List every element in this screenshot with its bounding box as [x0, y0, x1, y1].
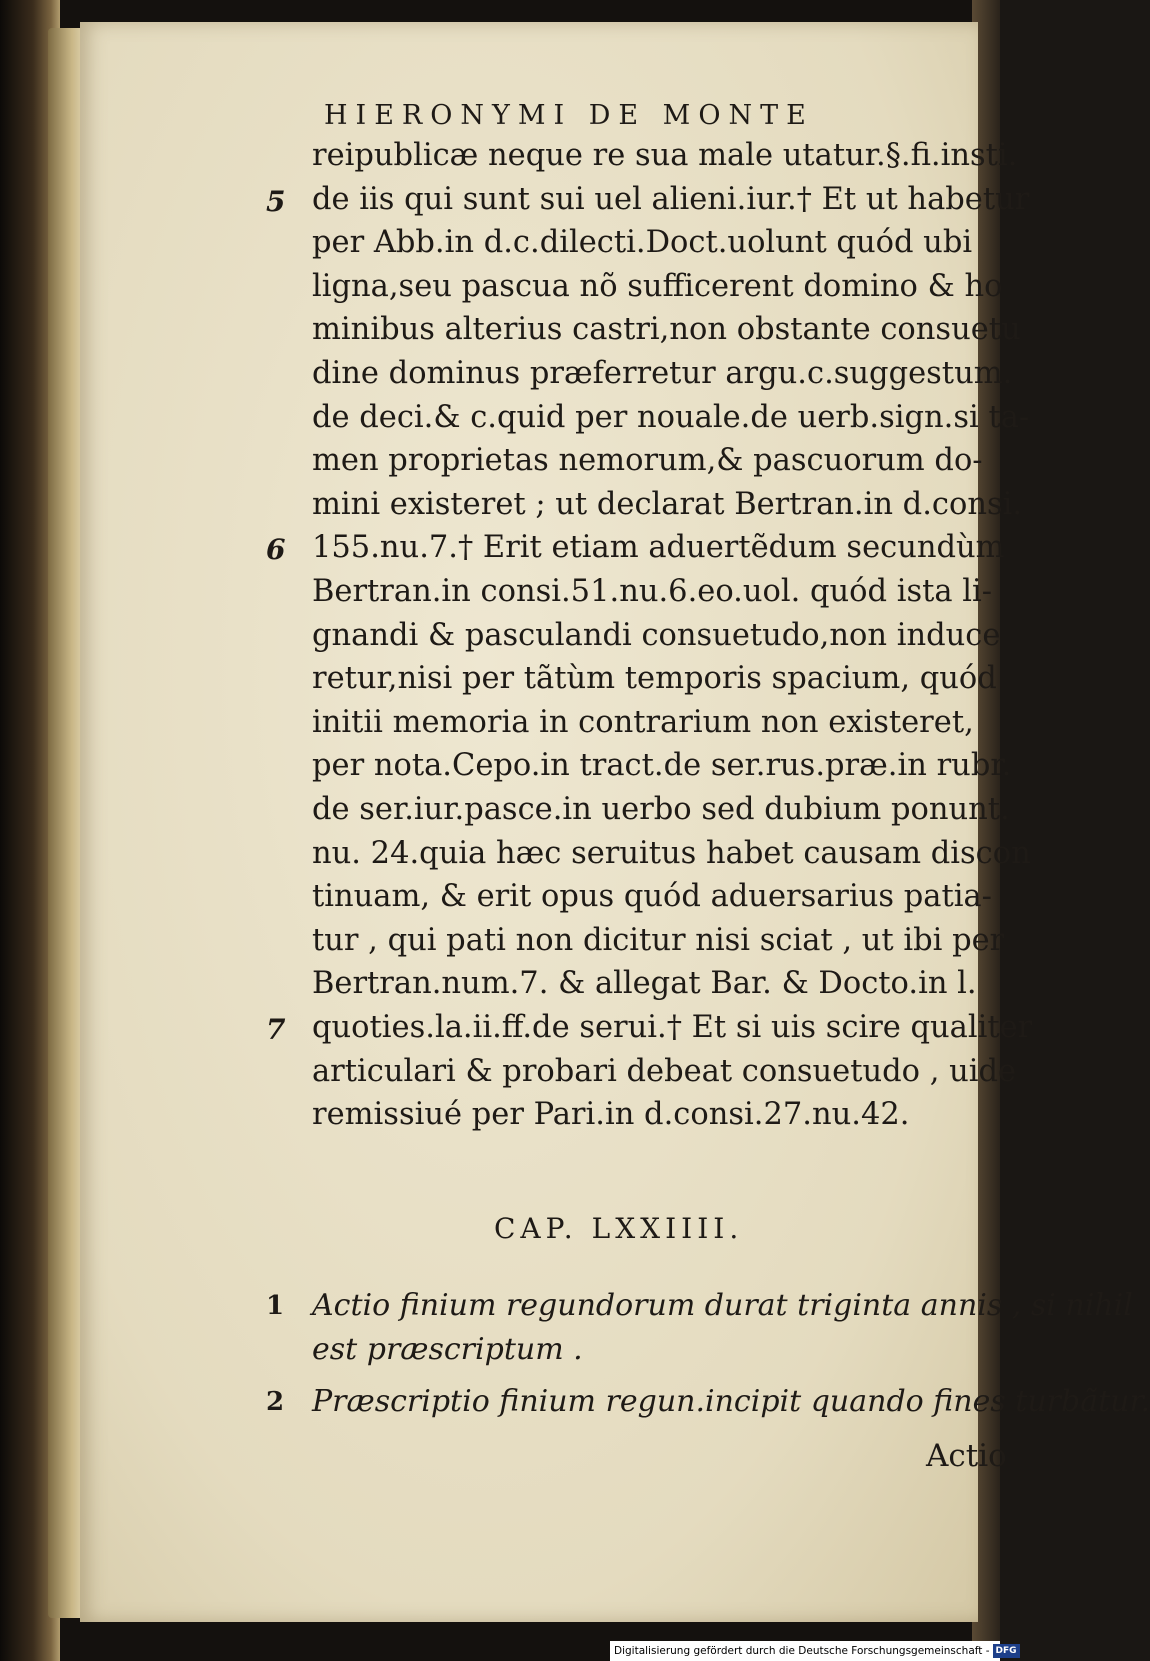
book-page	[80, 22, 1150, 1622]
summary-number: 1	[266, 1291, 285, 1321]
text-line: reipublicæ neque re sua male utatur.§.fi.insti.	[312, 138, 1018, 173]
text-line: 155.nu.7.† Erit etiam aduertẽdum secundùm	[312, 530, 1005, 566]
text-line: mini existeret ; ut declarat Bertran.in d.consi.	[312, 486, 1023, 522]
margin-number: 7	[266, 1013, 286, 1046]
text-line: retur,nisi per tãtùm temporis spacium, quód	[312, 661, 997, 697]
text-line: gnandi & pasculandi consuetudo,non induce	[312, 617, 1001, 653]
text-line: Bertran.num.7. & allegat Bar. & Docto.in l.	[312, 966, 977, 1002]
summary-line: est præscriptum .	[312, 1332, 583, 1367]
digitization-footer	[610, 1641, 1017, 1661]
text-line: men proprietas nemorum,& pascuorum do-	[312, 443, 983, 479]
footer-text: Digitalisierung gefördert durch die Deutsche Forschungsgemeinschaft -	[614, 1645, 990, 1657]
text-line: de deci.& c.quid per nouale.de uerb.sign.si ta-	[312, 399, 1030, 435]
text-line: remissiué per Pari.in d.consi.27.nu.42.	[312, 1097, 910, 1133]
text-line: dine dominus præferretur argu.c.suggestum.	[312, 356, 1013, 391]
text-line: tinuam, & erit opus quód aduersarius patia-	[312, 879, 992, 915]
running-head: HIERONYMI DE MONTE	[324, 100, 814, 131]
margin-number: 5	[266, 184, 286, 218]
text-line: Bertran.in consi.51.nu.6.eo.uol. quód ista li-	[312, 574, 993, 609]
text-line: ligna,seu pascua nõ sufficerent domino & ho	[312, 268, 1003, 304]
text-line: articulari & probari debeat consuetudo , uide	[312, 1053, 1017, 1089]
text-line: de iis qui sunt sui uel alieni.iur.† Et ut habetur	[312, 181, 1030, 217]
summary-line: Præscriptio finium regun.incipit quando fines turbãtur.	[312, 1384, 1150, 1419]
text-line: de ser.iur.pasce.in uerbo sed dubium ponunt.	[312, 792, 1010, 827]
text-line: initii memoria in contrarium non existeret,	[312, 704, 974, 740]
catchword: Actio	[926, 1438, 1007, 1474]
text-line: quoties.la.ii.ff.de serui.† Et si uis scire qualiter	[312, 1010, 1033, 1045]
text-line: nu. 24.quia hæc seruitus habet causam discon	[312, 835, 1031, 871]
chapter-heading: CAP. LXXIIII.	[494, 1212, 744, 1245]
dfg-logo: DFG	[993, 1644, 1020, 1658]
summary-line: Actio finium regundorum durat triginta annis , si nihil	[312, 1288, 1133, 1323]
text-line: minibus alterius castri,non obstante consuetu	[312, 312, 1021, 348]
text-line: per nota.Cepo.in tract.de ser.rus.præ.in rubr.	[312, 748, 1012, 784]
text-line: tur , qui pati non dicitur nisi sciat , ut ibi per	[312, 922, 1005, 958]
text-line: per Abb.in d.c.dilecti.Doct.uolunt quód ubi	[312, 225, 973, 261]
margin-number: 6	[266, 533, 286, 567]
summary-number: 2	[266, 1387, 285, 1417]
